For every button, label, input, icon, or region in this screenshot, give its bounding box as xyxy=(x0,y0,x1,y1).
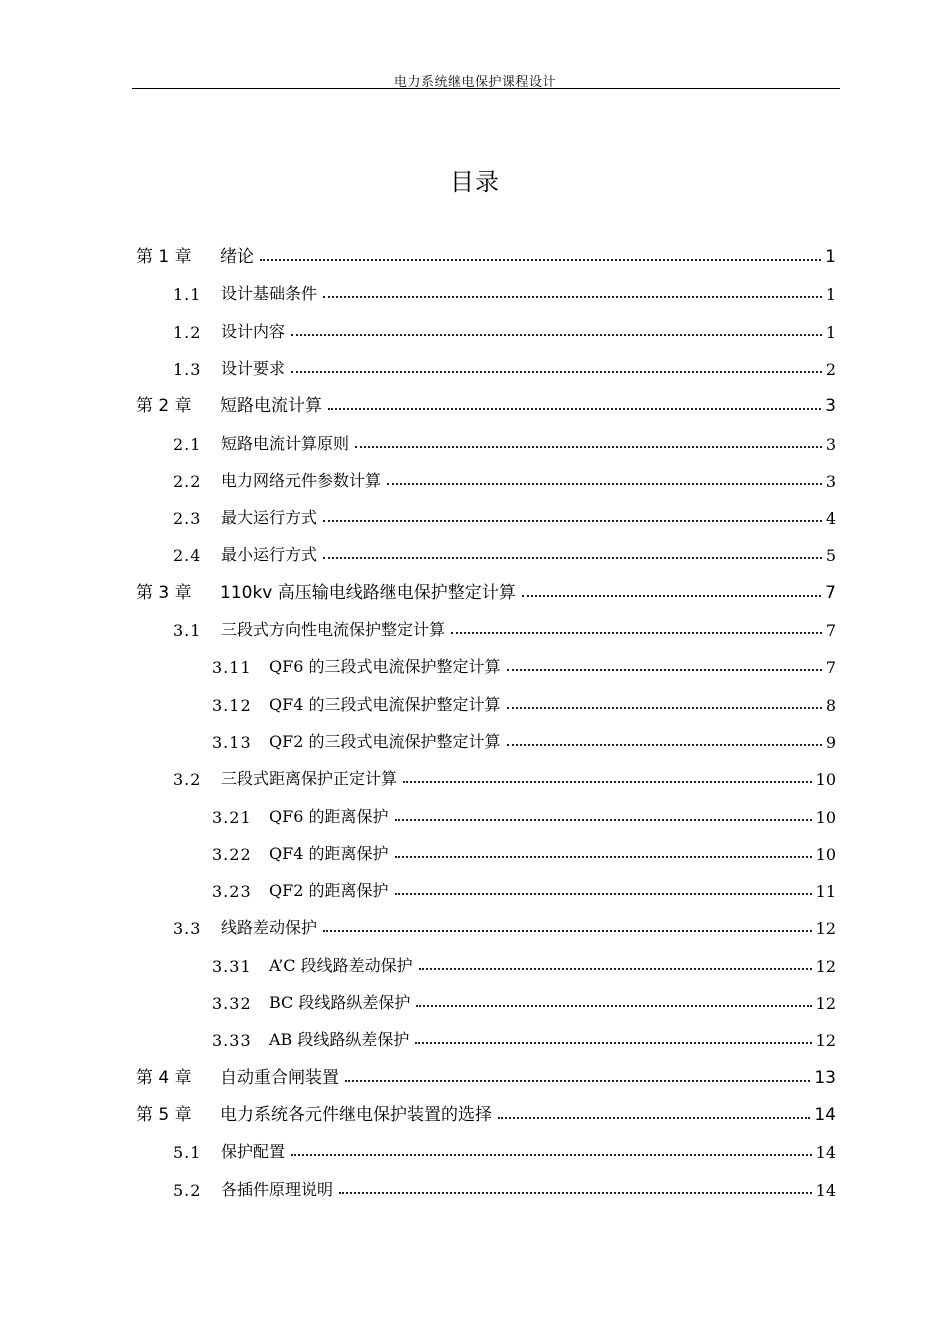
toc-entry-number: 2.4 xyxy=(173,546,202,566)
toc-entry-chapter[interactable] xyxy=(136,1095,836,1125)
dot-leader xyxy=(507,744,822,746)
toc-entry-chapter[interactable] xyxy=(136,386,836,416)
toc-entry-page: 12 xyxy=(815,1031,836,1051)
toc-entry-number: 第 2 章 xyxy=(136,396,192,417)
toc-entry-number: 1.3 xyxy=(173,359,202,379)
toc-entry-label: QF4 的距离保护 xyxy=(269,843,389,863)
toc-entry-chapter[interactable] xyxy=(136,237,836,267)
toc-entry-label: QF2 的距离保护 xyxy=(269,881,389,901)
dot-leader xyxy=(323,520,822,522)
toc-entry-label: 三段式距离保护正定计算 xyxy=(221,769,398,789)
toc-entry-page: 7 xyxy=(825,621,836,640)
toc-entry-number: 2.1 xyxy=(173,434,202,454)
toc-entry-label: 短路电流计算 xyxy=(220,396,322,417)
toc-entry-label: 各插件原理说明 xyxy=(221,1179,334,1199)
dot-leader xyxy=(345,1080,810,1082)
toc-entry-section[interactable] xyxy=(173,424,836,454)
toc-entry-label: QF6 的三段式电流保护整定计算 xyxy=(269,657,501,677)
toc-entry-page: 12 xyxy=(815,994,836,1013)
toc-entry-label: 线路差动保护 xyxy=(221,918,318,938)
dot-leader xyxy=(415,1042,811,1044)
toc-entry-number: 3.31 xyxy=(212,956,252,976)
toc-entry-number: 第 5 章 xyxy=(136,1104,192,1125)
toc-entry-page: 14 xyxy=(815,1180,836,1200)
toc-entry-page: 14 xyxy=(814,1104,836,1125)
toc-entry-number: 1.1 xyxy=(173,285,202,305)
toc-entry-page: 3 xyxy=(825,471,836,491)
dot-leader xyxy=(395,856,812,858)
toc-entry-number: 3.21 xyxy=(212,807,252,827)
toc-entry-label: 三段式方向性电流保护整定计算 xyxy=(221,620,446,639)
toc-entry-page: 3 xyxy=(825,434,836,454)
dot-leader xyxy=(260,259,821,261)
toc-entry-label: 电力网络元件参数计算 xyxy=(221,470,382,490)
toc-entry-section[interactable] xyxy=(173,498,836,528)
dot-leader xyxy=(291,371,822,373)
toc-entry-label: QF2 的三段式电流保护整定计算 xyxy=(269,731,501,751)
toc-entry-page: 12 xyxy=(815,919,836,939)
toc-entry-subsection[interactable] xyxy=(212,797,836,827)
toc-entry-page: 12 xyxy=(815,956,836,976)
toc-entry-label: 电力系统各元件继电保护装置的选择 xyxy=(220,1104,492,1125)
dot-leader xyxy=(395,893,812,895)
toc-entry-number: 3.32 xyxy=(212,994,252,1013)
toc-entry-number: 2.3 xyxy=(173,509,202,529)
toc-entry-subsection[interactable] xyxy=(212,983,836,1013)
toc-entry-chapter[interactable] xyxy=(136,1058,836,1088)
toc-entry-label: QF6 的距离保护 xyxy=(269,806,389,826)
toc-entry-number: 第 1 章 xyxy=(136,247,192,267)
toc-entry-number: 3.3 xyxy=(173,919,202,939)
toc-entry-label: 自动重合闸装置 xyxy=(220,1067,339,1088)
toc-entry-number: 3.33 xyxy=(212,1031,252,1051)
toc-entry-label: 设计要求 xyxy=(221,358,286,378)
toc-entry-label: QF4 的三段式电流保护整定计算 xyxy=(269,694,501,714)
toc-entry-page: 7 xyxy=(825,582,836,603)
dot-leader xyxy=(416,1005,811,1007)
dot-leader xyxy=(339,1192,812,1194)
toc-entry-page: 3 xyxy=(825,396,836,417)
toc-entry-page: 9 xyxy=(825,732,836,752)
header-rule xyxy=(132,88,840,89)
toc-entry-page: 5 xyxy=(825,546,836,566)
toc-entry-page: 14 xyxy=(815,1143,836,1163)
toc-entry-subsection[interactable] xyxy=(212,685,836,715)
toc-entry-number: 1.2 xyxy=(173,322,202,342)
toc-entry-subsection[interactable] xyxy=(212,1020,836,1050)
toc-entry-number: 2.2 xyxy=(173,471,202,491)
toc-entry-chapter[interactable] xyxy=(136,573,836,603)
toc-entry-page: 10 xyxy=(815,807,836,827)
toc-entry-page: 10 xyxy=(815,770,836,790)
toc-entry-subsection[interactable] xyxy=(212,871,836,901)
dot-leader xyxy=(507,669,822,671)
toc-entry-section[interactable] xyxy=(173,1170,836,1200)
toc-entry-page: 1 xyxy=(825,322,836,342)
dot-leader xyxy=(419,968,812,970)
toc-entry-label: 最小运行方式 xyxy=(221,545,318,565)
toc-entry-subsection[interactable] xyxy=(212,834,836,864)
dot-leader xyxy=(323,557,822,559)
toc-entry-number: 5.1 xyxy=(173,1143,202,1163)
dot-leader xyxy=(522,595,821,597)
dot-leader xyxy=(451,632,822,634)
toc-entry-section[interactable] xyxy=(173,1132,836,1162)
toc-entry-section[interactable] xyxy=(173,759,836,789)
toc-entry-subsection[interactable] xyxy=(212,946,836,976)
toc-entry-label: 短路电流计算原则 xyxy=(221,433,350,453)
dot-leader xyxy=(387,483,822,485)
toc-entry-number: 3.23 xyxy=(212,882,252,902)
toc-entry-page: 4 xyxy=(825,509,836,529)
toc-entry-page: 1 xyxy=(825,247,836,267)
toc-entry-section[interactable] xyxy=(173,908,836,938)
toc-entry-number: 3.22 xyxy=(212,844,252,864)
toc-entry-number: 3.2 xyxy=(173,770,202,790)
dot-leader xyxy=(323,296,822,298)
toc-entry-number: 3.11 xyxy=(212,658,252,678)
toc-entry-label: 绪论 xyxy=(220,247,254,267)
toc-entry-section[interactable] xyxy=(173,312,836,342)
toc-entry-page: 2 xyxy=(825,359,836,379)
toc-entry-subsection[interactable] xyxy=(212,647,836,677)
dot-leader xyxy=(395,819,812,821)
toc-entry-number: 第 4 章 xyxy=(136,1067,192,1088)
toc-entry-section[interactable] xyxy=(173,349,836,379)
toc-entry-label: A’C 段线路差动保护 xyxy=(269,955,413,975)
toc-entry-label: 设计内容 xyxy=(221,321,286,341)
toc-entry-label: 保护配置 xyxy=(221,1142,286,1162)
toc-entry-label: AB 段线路纵差保护 xyxy=(269,1030,410,1050)
toc-entry-number: 3.12 xyxy=(212,695,252,715)
toc-entry-section[interactable] xyxy=(173,610,836,640)
toc-entry-subsection[interactable] xyxy=(212,722,836,752)
dot-leader xyxy=(355,446,822,448)
dot-leader xyxy=(403,781,812,783)
toc-entry-label: 设计基础条件 xyxy=(221,284,318,304)
toc-entry-page: 10 xyxy=(815,844,836,864)
toc-entry-number: 3.1 xyxy=(173,621,202,640)
dot-leader xyxy=(507,707,822,709)
toc-entry-number: 3.13 xyxy=(212,732,252,752)
dot-leader xyxy=(323,930,812,932)
toc-entry-page: 7 xyxy=(825,658,836,678)
running-header: 电力系统继电保护课程设计 xyxy=(393,75,556,90)
toc-entry-label: 最大运行方式 xyxy=(221,508,318,528)
toc-entry-label: BC 段线路纵差保护 xyxy=(269,993,411,1012)
toc-entry-page: 11 xyxy=(815,882,836,902)
dot-leader xyxy=(498,1117,810,1119)
toc-entry-label: 110kv 高压输电线路继电保护整定计算 xyxy=(220,582,516,603)
toc-entry-page: 1 xyxy=(825,285,836,305)
toc-entry-page: 8 xyxy=(825,695,836,715)
toc-entry-number: 5.2 xyxy=(173,1180,202,1200)
toc-entry-section[interactable] xyxy=(173,535,836,565)
toc-entry-section[interactable] xyxy=(173,274,836,304)
dot-leader xyxy=(291,334,822,336)
toc-title: 目录 xyxy=(450,168,500,196)
dot-leader xyxy=(291,1154,812,1156)
dot-leader xyxy=(328,408,821,410)
toc-entry-page: 13 xyxy=(814,1067,836,1088)
toc-entry-number: 第 3 章 xyxy=(136,582,192,603)
toc-entry-section[interactable] xyxy=(173,461,836,491)
